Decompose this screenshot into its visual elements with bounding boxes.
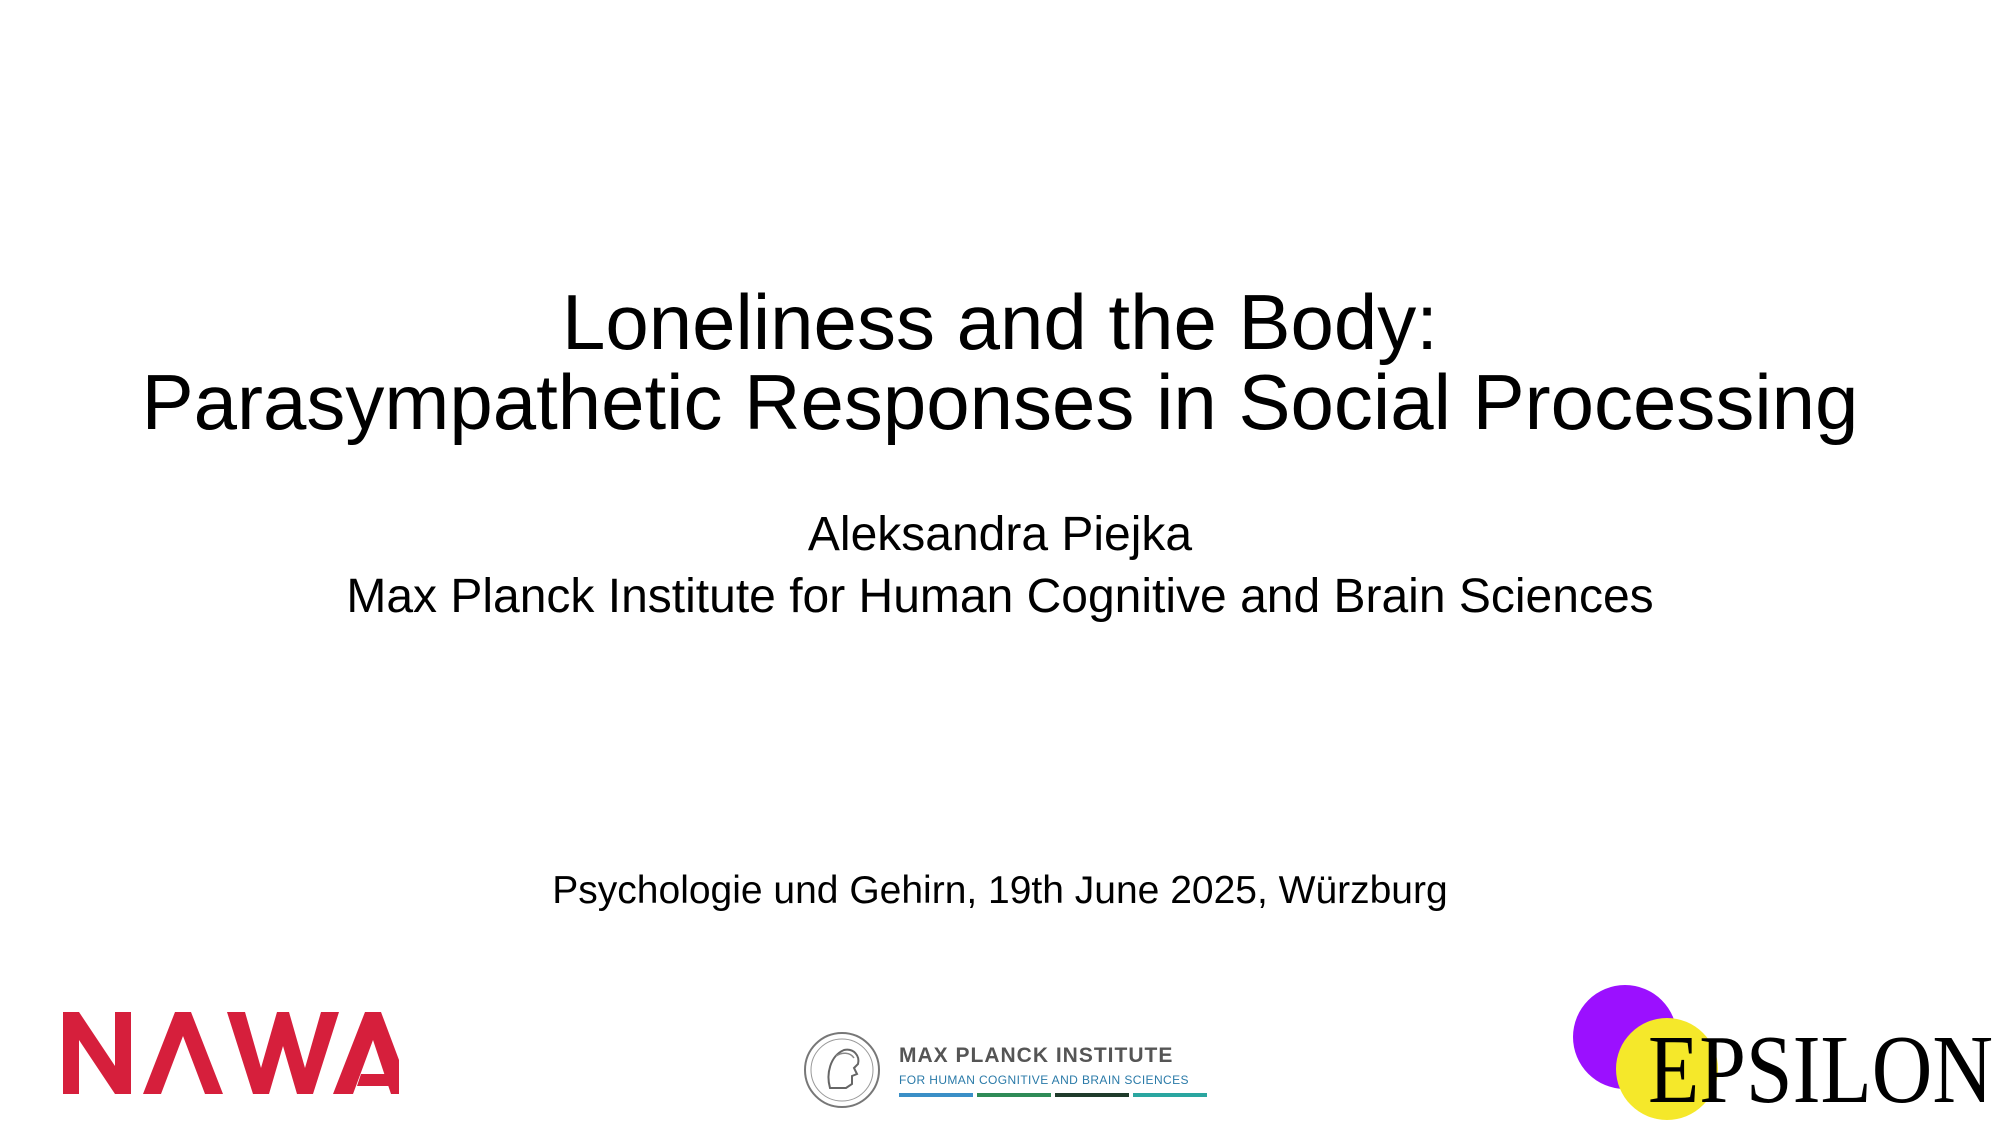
title-line-1: Loneliness and the Body: xyxy=(562,278,1438,366)
nawa-logo xyxy=(63,1010,399,1096)
mpi-bar-dark xyxy=(1055,1093,1129,1097)
epsilon-wordmark: EPSILON xyxy=(1648,1016,1993,1120)
epsilon-logo xyxy=(1565,985,1995,1120)
slide-title xyxy=(0,278,2000,446)
minerva-seal-icon xyxy=(802,1030,882,1110)
author-block xyxy=(0,504,2000,628)
mpi-bar-green xyxy=(977,1093,1051,1097)
mpi-bar-teal xyxy=(1133,1093,1207,1097)
author-name: Aleksandra Piejka xyxy=(807,508,1193,561)
event-info: Psychologie und Gehirn, 19th June 2025, Würzburg xyxy=(552,869,1448,912)
author-affiliation: Max Planck Institute for Human Cognitive and Brain Sciences xyxy=(346,570,1654,623)
mpi-logo xyxy=(802,1030,1212,1110)
title-line-2: Parasympathetic Responses in Social Processing xyxy=(141,358,1859,446)
mpi-bar-blue xyxy=(899,1093,973,1097)
mpi-subtitle: FOR HUMAN COGNITIVE AND BRAIN SCIENCES xyxy=(899,1073,1189,1087)
mpi-name: MAX PLANCK INSTITUTE xyxy=(899,1044,1174,1067)
